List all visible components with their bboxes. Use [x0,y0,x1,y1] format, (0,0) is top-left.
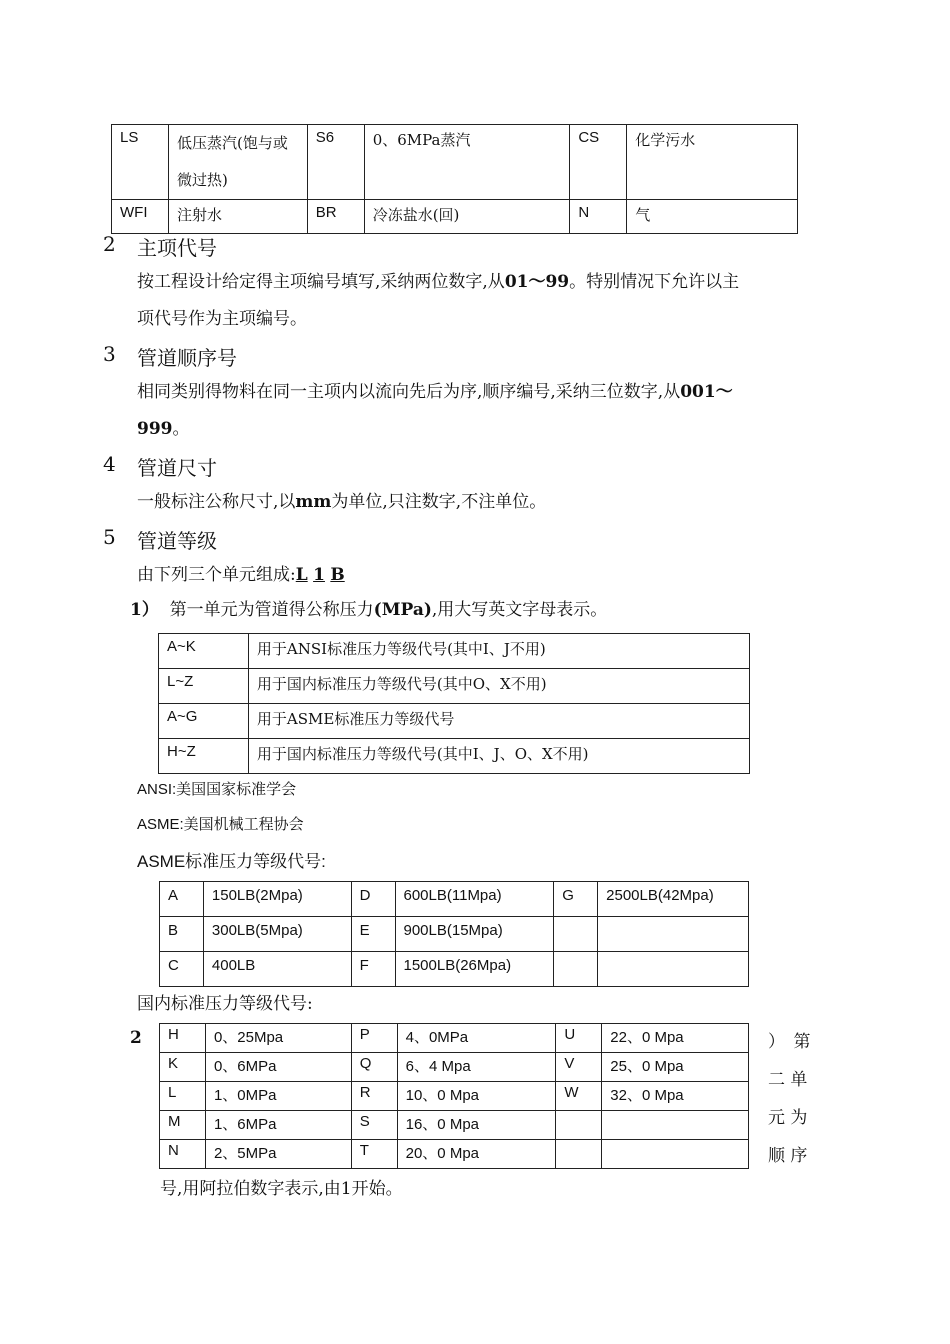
paragraph: 一般标注公称尺寸,以mm为单位,只注数字,不注单位。 [137,492,547,512]
table-cell: 32、0 Mpa [602,1082,749,1111]
paragraph: 相同类别得物料在同一主项内以流向先后为序,顺序编号,采纳三位数字,从001～ 999。 [137,382,733,439]
table-cell [554,952,598,987]
table-cell: N [570,200,627,234]
section-number: 2 [103,232,116,256]
table-cell: CS [570,125,627,200]
section-number: 4 [103,452,116,476]
table-cell: P [351,1024,397,1053]
table-cell: A~G [159,704,249,739]
table-cell: 16、0 Mpa [397,1111,556,1140]
table-cell: T [351,1140,397,1169]
table-cell: 化学污水 [627,125,798,200]
list-number: 2 [130,1028,142,1048]
table-cell: K [160,1053,206,1082]
table-cell: 用于ASME标准压力等级代号 [248,704,749,739]
table-cell: 用于国内标准压力等级代号(其中O、X不用) [248,669,749,704]
table-cell: 低压蒸汽(饱与或微过热) [168,125,307,200]
table-cell: 1500LB(26Mpa) [395,952,554,987]
table-cell: R [351,1082,397,1111]
paragraph: 由下列三个单元组成:L 1 B [137,565,345,585]
table-cell: F [351,952,395,987]
note-asme: ASME:美国机械工程协会 [137,816,304,833]
note-ansi: ANSI:美国国家标准学会 [137,781,297,798]
table-cell: E [351,917,395,952]
asme-pressure-table [159,881,749,987]
table-cell [554,917,598,952]
section-title: 管道等级 [137,529,217,553]
table-cell: 用于国内标准压力等级代号(其中I、J、O、X不用) [248,739,749,774]
domestic-title: 国内标准压力等级代号: [137,994,313,1014]
asme-title: ASME标准压力等级代号: [137,852,326,871]
table-cell: V [556,1053,602,1082]
table-cell: BR [307,200,364,234]
table-cell: 0、25Mpa [205,1024,351,1053]
table-cell: Q [351,1053,397,1082]
table-cell: 2500LB(42Mpa) [598,882,749,917]
table-cell: 4、0MPa [397,1024,556,1053]
table-cell: 6、4 Mpa [397,1053,556,1082]
table-cell: 900LB(15Mpa) [395,917,554,952]
section-number: 5 [103,525,116,549]
table-cell: 0、6MPa蒸汽 [364,125,570,200]
table-cell: 0、6MPa [205,1053,351,1082]
table-cell [598,917,749,952]
table-cell: C [160,952,204,987]
media-code-table [111,124,798,234]
table-cell: B [160,917,204,952]
table-cell: H [160,1024,206,1053]
table-cell: 20、0 Mpa [397,1140,556,1169]
table-cell: 气 [627,200,798,234]
table-cell: G [554,882,598,917]
table-cell: L [160,1082,206,1111]
table-cell: 22、0 Mpa [602,1024,749,1053]
table-cell: 150LB(2Mpa) [203,882,351,917]
table-cell: 25、0 Mpa [602,1053,749,1082]
section-title: 管道顺序号 [137,346,237,370]
side-text: ） 第 二 单 元 为 顺 序 [768,1032,811,1166]
table-cell: A~K [159,634,249,669]
list-item: 1） 第一单元为管道得公称压力(MPa),用大写英文字母表示。 [130,600,608,620]
table-cell: W [556,1082,602,1111]
table-cell: WFI [112,200,169,234]
table-cell: 冷冻盐水(回) [364,200,570,234]
table-cell [556,1140,602,1169]
section-number: 3 [103,342,116,366]
table-cell: 用于ANSI标准压力等级代号(其中I、J不用) [248,634,749,669]
table-cell: A [160,882,204,917]
pressure-class-table [158,633,750,774]
table-cell: L~Z [159,669,249,704]
table-cell: 400LB [203,952,351,987]
table-cell [602,1111,749,1140]
table-cell: S [351,1111,397,1140]
table-cell: LS [112,125,169,200]
table-cell [602,1140,749,1169]
table-cell: 10、0 Mpa [397,1082,556,1111]
table-cell: 2、5MPa [205,1140,351,1169]
table-cell: D [351,882,395,917]
table-cell: 600LB(11Mpa) [395,882,554,917]
table-cell: U [556,1024,602,1053]
table-cell [598,952,749,987]
table-cell [556,1111,602,1140]
table-cell: 注射水 [168,200,307,234]
table-cell: 300LB(5Mpa) [203,917,351,952]
table-cell: 1、6MPa [205,1111,351,1140]
domestic-pressure-table [159,1023,749,1169]
table-cell: H~Z [159,739,249,774]
table-cell: M [160,1111,206,1140]
table-cell: 1、0MPa [205,1082,351,1111]
paragraph: 号,用阿拉伯数字表示,由1开始。 [160,1179,403,1199]
section-title: 主项代号 [137,236,217,260]
section-title: 管道尺寸 [137,456,217,480]
paragraph: 按工程设计给定得主项编号填写,采纳两位数字,从01～99。特别情况下允许以主 项代号作为主项编号。 [137,272,740,329]
table-cell: S6 [307,125,364,200]
table-cell: N [160,1140,206,1169]
